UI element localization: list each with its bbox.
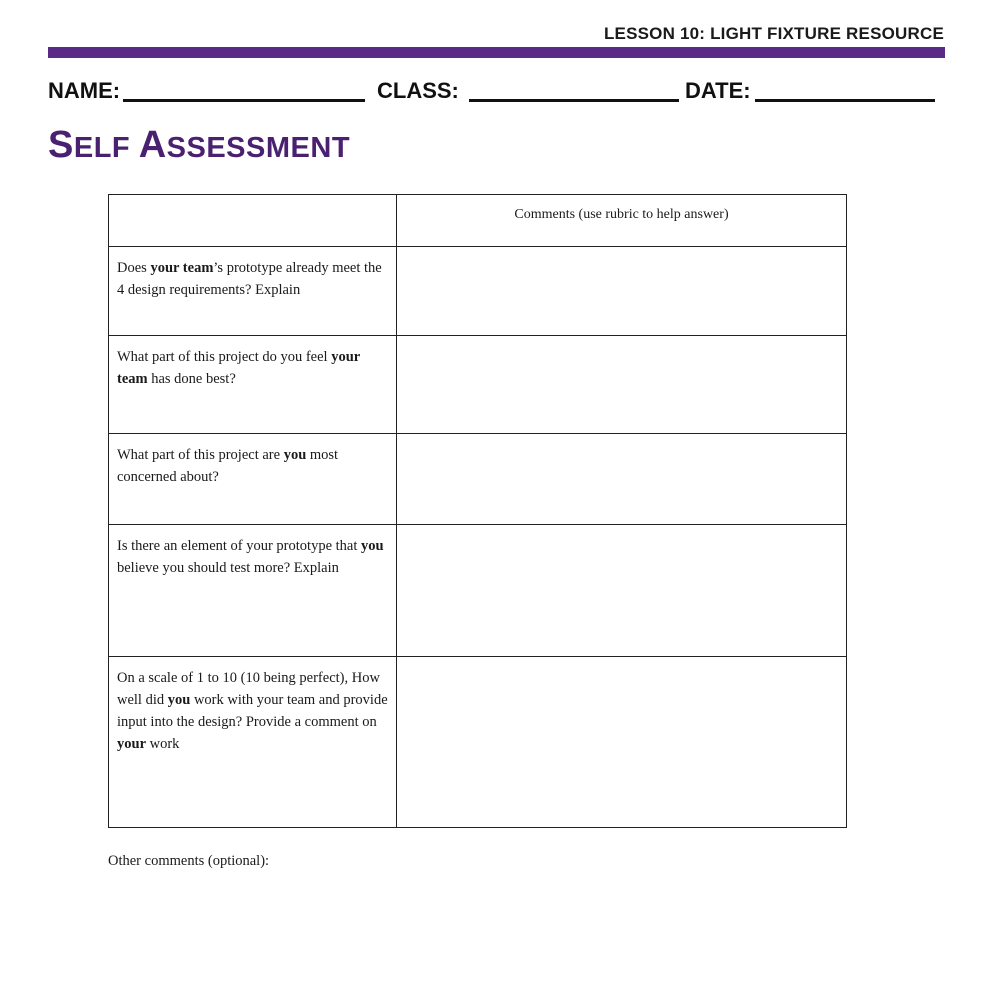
header-question-cell [109, 195, 397, 247]
title-cap-a: A [138, 124, 167, 166]
page-title [48, 124, 350, 167]
other-comments-label: Other comments (optional): [108, 853, 270, 869]
question-text-segment: Is there an element of your prototype that [117, 538, 362, 554]
assessment-table [108, 194, 847, 828]
table-row [109, 336, 847, 434]
name-label: NAME: [48, 78, 121, 103]
title-cap-s: S [48, 124, 74, 166]
header-comments-cell: Comments (use rubric to help answer) [397, 195, 847, 247]
question-text-segment: most concerned about? [117, 447, 339, 485]
title-word-self-rest: ELF [73, 132, 131, 164]
table-row [109, 434, 847, 525]
question-text-segment: work [146, 736, 180, 752]
question-text-segment: you [361, 538, 384, 554]
question-text-segment: your team [117, 349, 360, 387]
question-cell [109, 434, 397, 525]
table-row [109, 525, 847, 657]
comment-cell[interactable] [397, 525, 847, 657]
comment-cell[interactable] [397, 336, 847, 434]
name-field[interactable] [123, 99, 365, 102]
question-cell [109, 247, 397, 336]
student-info-fields [48, 78, 948, 108]
question-text-segment: you [167, 692, 191, 708]
header-rule [48, 47, 945, 58]
question-text-segment: your [117, 736, 146, 752]
question-text-segment: your team [150, 260, 214, 276]
question-text-segment: has done best? [147, 371, 236, 387]
question-text-segment: Does [117, 260, 151, 276]
title-word-assessment-rest: SSESSMENT [166, 132, 351, 164]
table-header-row [109, 195, 847, 247]
question-text-segment: work with your team and provide input into the design? Provide a comment on [117, 692, 388, 730]
table-row [109, 247, 847, 336]
question-cell [109, 525, 397, 657]
date-field[interactable] [755, 99, 935, 102]
comment-cell[interactable] [397, 657, 847, 828]
question-text-segment: What part of this project are [117, 447, 284, 463]
class-field[interactable] [469, 99, 679, 102]
class-label: CLASS: [377, 78, 459, 103]
question-text-segment: believe you should test more? Explain [117, 560, 339, 576]
comment-cell[interactable] [397, 434, 847, 525]
question-text-segment: you [283, 447, 307, 463]
question-text-segment: What part of this project do you feel [117, 349, 332, 365]
lesson-label: LESSON 10: LIGHT FIXTURE RESOURCE [603, 24, 944, 43]
date-label: DATE: [685, 78, 751, 103]
table-row [109, 657, 847, 828]
comment-cell[interactable] [397, 247, 847, 336]
header-rule-bar [48, 47, 945, 58]
question-text-segment: ’s prototype already meet the 4 design requirements? Explain [117, 260, 382, 298]
question-cell [109, 657, 397, 828]
question-cell [109, 336, 397, 434]
question-text-segment: On a scale of 1 to 10 (10 being perfect), How well did [117, 670, 380, 708]
